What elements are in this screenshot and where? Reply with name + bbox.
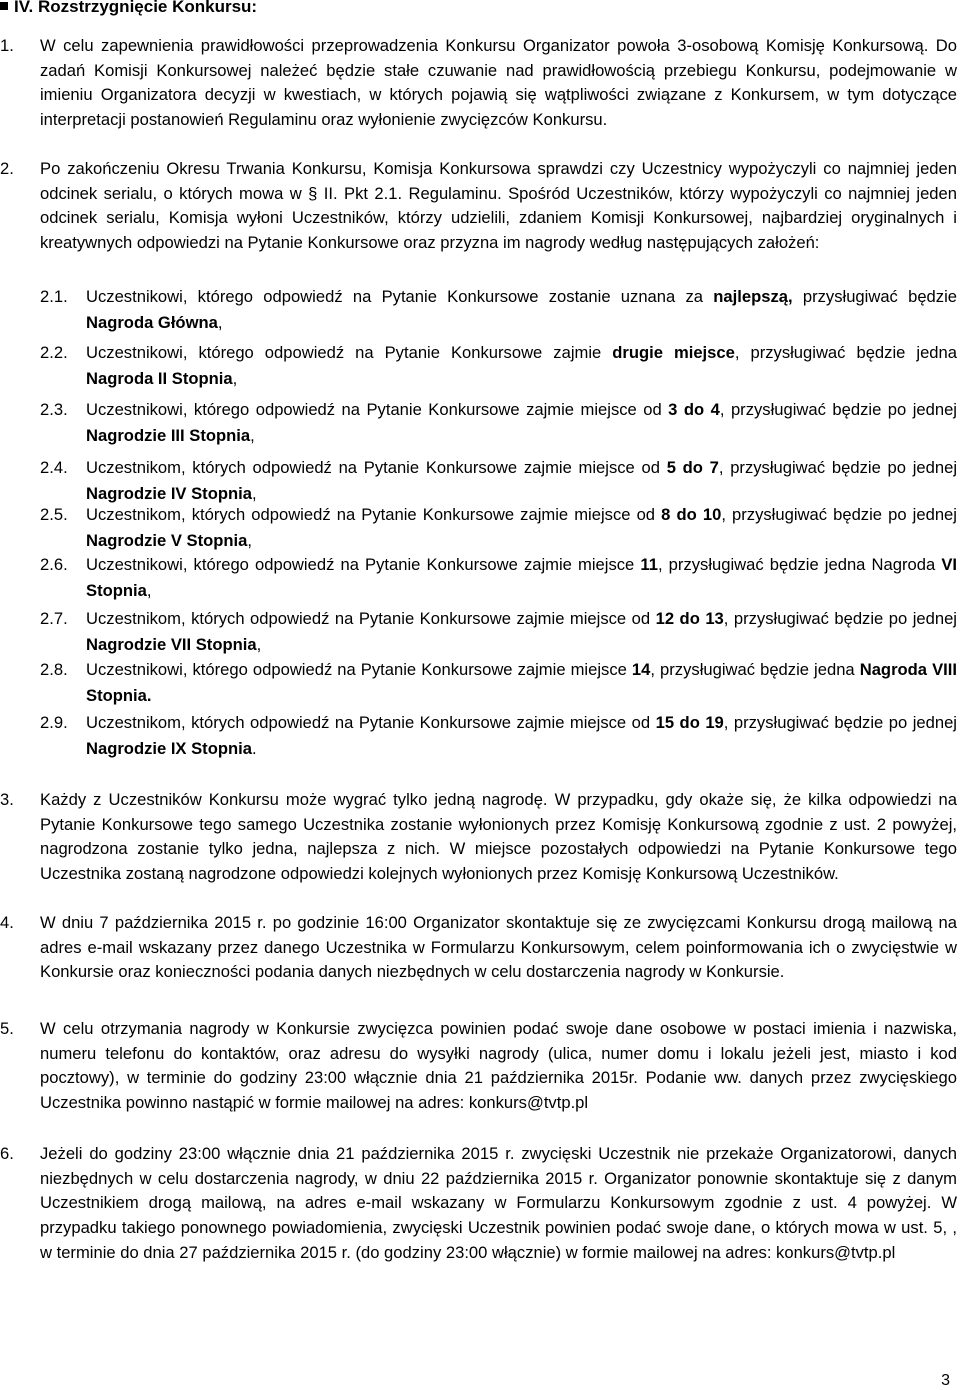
item-text: Uczestnikom, których odpowiedź na Pytanie Konkursowe zajmie miejsce od [86, 609, 656, 628]
prize-item-2-4 [40, 455, 958, 507]
item-text: przysługiwać będzie [792, 287, 957, 306]
item-text: Uczestnikom, których odpowiedź na Pytanie Konkursowe zajmie miejsce od [86, 713, 656, 732]
paragraph-text: Jeżeli do godziny 23:00 włącznie dnia 21 października 2015 r. zwycięski Uczestnik nie przekaże Organizatorowi, danych niezbędnych w celu dostarczenia nagrody, w dniu 22 października 2015 r. Organizator ponownie skontaktuje się z danym Uczestnikiem drogą mailową, na adres e-mail wskazany w Formularzu Konkursowym zgodnie z ust. 4 powyżej. W przypadku takiego ponownego powiadomienia, zwycięski Uczestnik powinien podać swoje dane, o których mowa w ust. 5, , w terminie do dnia 27 października 2015 r. (do godziny 23:00 włącznie) w formie mailowej na adres: konkurs@tvtp.pl [40, 1144, 957, 1262]
item-text: Uczestnikowi, którego odpowiedź na Pytanie Konkursowe zajmie miejsce od [86, 400, 669, 419]
item-number: 2.5. [40, 505, 68, 524]
item-rank: 15 do 19 [655, 713, 724, 732]
item-text: , [256, 635, 262, 654]
item-number: 2.3. [40, 400, 68, 419]
item-rank: drugie miejsce [612, 343, 735, 362]
item-text: , przysługiwać będzie po jednej [723, 609, 957, 628]
item-prize: Nagroda Główna [86, 313, 218, 332]
prize-item-2-7 [40, 606, 957, 658]
item-rank: 5 do 7 [666, 458, 719, 477]
item-text: , [251, 484, 257, 503]
item-text: , [250, 426, 255, 445]
paragraph-5 [0, 1017, 957, 1116]
item-text: , przysługiwać będzie jedna [650, 660, 860, 679]
item-rank: najlepszą, [713, 287, 793, 306]
prize-item-2-8 [40, 657, 957, 709]
item-text: , przysługiwać będzie po jednej [721, 505, 957, 524]
paragraph-text: W dniu 7 października 2015 r. po godzinie 16:00 Organizator skontaktuje się ze zwycięzcami Konkursu drogą mailową na adres e-mail wskazany przez danego Uczestnika w Formularzu Konkursowym, celem poinformowania ich o zwycięstwie w Konkursie oraz konieczności podania danych niezbędnych w celu dostarczenia nagrody w Konkursie. [40, 913, 957, 982]
paragraph-number: 4. [0, 913, 14, 932]
item-number: 2.1. [40, 287, 68, 306]
item-rank: 12 do 13 [655, 609, 724, 628]
item-prize: Nagroda VIII Stopnia. [86, 660, 957, 705]
paragraph-1 [0, 34, 957, 133]
item-text: Uczestnikowi, którego odpowiedź na Pytanie Konkursowe zajmie [86, 343, 613, 362]
item-text: , [232, 369, 238, 388]
item-prize: Nagrodzie IV Stopnia [86, 484, 252, 503]
item-text: Uczestnikom, których odpowiedź na Pytanie Konkursowe zajmie miejsce od [86, 505, 662, 524]
prize-item-2-6 [40, 552, 957, 604]
paragraph-number: 3. [0, 790, 14, 809]
item-number: 2.6. [40, 555, 68, 574]
paragraph-text: Po zakończeniu Okresu Trwania Konkursu, Komisja Konkursowa sprawdzi czy Uczestnicy wypożyczyli co najmniej jeden odcinek serialu, o których mowa w § II. Pkt 2.1. Regulaminu. Spośród Uczestników, którzy wypożyczyli co najmniej jeden odcinek serialu, Komisja wyłoni Uczestników, którzy udzielili, zdaniem Komisji Konkursowej, najbardziej oryginalnych i kreatywnych odpowiedzi na Pytanie Konkursowe oraz przyzna im nagrody według następujących założeń: [40, 159, 957, 253]
item-rank: 11 [640, 555, 658, 574]
prize-item-2-1 [40, 284, 957, 336]
prize-item-2-2 [40, 340, 957, 392]
paragraph-text: W celu otrzymania nagrody w Konkursie zwycięzca powinien podać swoje dane osobowe w postaci imienia i nazwiska, numeru telefonu do kontaktów, oraz adresu do wysyłki nagrody (ulica, numer domu i lokalu jeżeli jest, miasto i kod pocztowy), w terminie do godziny 23:00 włącznie dnia 21 października 2015r. Podanie ww. danych przez zwycięskiego Uczestnika powinno nastąpić w formie mailowej na adres: konkurs@tvtp.pl [40, 1019, 957, 1113]
item-rank: 8 do 10 [661, 505, 722, 524]
prize-item-2-5 [40, 502, 957, 554]
item-text: , [146, 581, 152, 600]
item-prize: Nagroda II Stopnia [86, 369, 233, 388]
item-rank: 14 [631, 660, 651, 679]
item-prize: VI Stopnia [86, 555, 957, 600]
item-prize: Nagrodzie IX Stopnia [86, 739, 252, 758]
item-number: 2.8. [40, 660, 68, 679]
item-text: , przysługiwać będzie po jednej [719, 400, 957, 419]
page-number: 3 [941, 1372, 950, 1389]
item-text: , przysługiwać będzie jedna Nagroda [657, 555, 942, 574]
item-text: , przysługiwać będzie jedna [734, 343, 957, 362]
paragraph-3 [0, 788, 957, 887]
item-number: 2.2. [40, 343, 68, 362]
paragraph-text: Każdy z Uczestników Konkursu może wygrać tylko jedną nagrodę. W przypadku, gdy okaże się, że kilka odpowiedzi na Pytanie Konkursowe tego samego Uczestnika zostanie wyłonionych przez Komisję Konkursową zgodnie z ust. 2 powyżej, nagrodzona zostanie tylko jedna, najlepsza z nich. W miejsce pozostałych odpowiedzi na Pytanie Konkursowe tego Uczestnika zostaną nagrodzone odpowiedzi kolejnych wyłonionych przez Komisję Konkursową Uczestników. [40, 790, 957, 884]
paragraph-number: 5. [0, 1019, 14, 1038]
paragraph-number: 1. [0, 36, 14, 55]
item-text: . [251, 739, 257, 758]
section-heading [0, 0, 257, 17]
item-text: , [217, 313, 223, 332]
item-text: Uczestnikowi, którego odpowiedź na Pytanie Konkursowe zostanie uznana za [86, 287, 714, 306]
item-rank: 3 do 4 [668, 400, 720, 419]
paragraph-2 [0, 157, 957, 256]
item-number: 2.7. [40, 609, 68, 628]
item-prize: Nagrodzie VII Stopnia [86, 635, 257, 654]
paragraph-text: W celu zapewnienia prawidłowości przeprowadzenia Konkursu Organizator powoła 3-osobową Komisję Konkursową. Do zadań Komisji Konkursowej należeć będzie stałe czuwanie nad prawidłowością przebiegu Konkursu, podejmowanie w imieniu Organizatora decyzji w kwestiach, w których pojawią się wątpliwości związane z Konkursem, w tym dotyczące interpretacji postanowień Regulaminu oraz wyłonienie zwycięzców Konkursu. [40, 36, 957, 130]
item-text: Uczestnikowi, którego odpowiedź na Pytanie Konkursowe zajmie miejsce [86, 555, 641, 574]
item-text: , [247, 531, 252, 550]
square-bullet-icon [0, 2, 8, 10]
prize-item-2-9 [40, 710, 957, 762]
item-text: , przysługiwać będzie po jednej [718, 458, 958, 477]
prize-item-2-3 [40, 397, 957, 449]
item-prize: Nagrodzie V Stopnia [86, 531, 248, 550]
item-number: 2.4. [40, 458, 68, 477]
item-text: Uczestnikom, których odpowiedź na Pytanie Konkursowe zajmie miejsce od [86, 458, 667, 477]
item-text: Uczestnikowi, którego odpowiedź na Pytanie Konkursowe zajmie miejsce [86, 660, 632, 679]
paragraph-number: 6. [0, 1144, 14, 1163]
section-title: IV. Rozstrzygnięcie Konkursu: [14, 0, 258, 16]
paragraph-6 [0, 1142, 957, 1266]
item-text: , przysługiwać będzie po jednej [723, 713, 957, 732]
paragraph-4 [0, 911, 957, 985]
item-number: 2.9. [40, 713, 68, 732]
paragraph-number: 2. [0, 159, 14, 178]
item-prize: Nagrodzie III Stopnia [86, 426, 251, 445]
